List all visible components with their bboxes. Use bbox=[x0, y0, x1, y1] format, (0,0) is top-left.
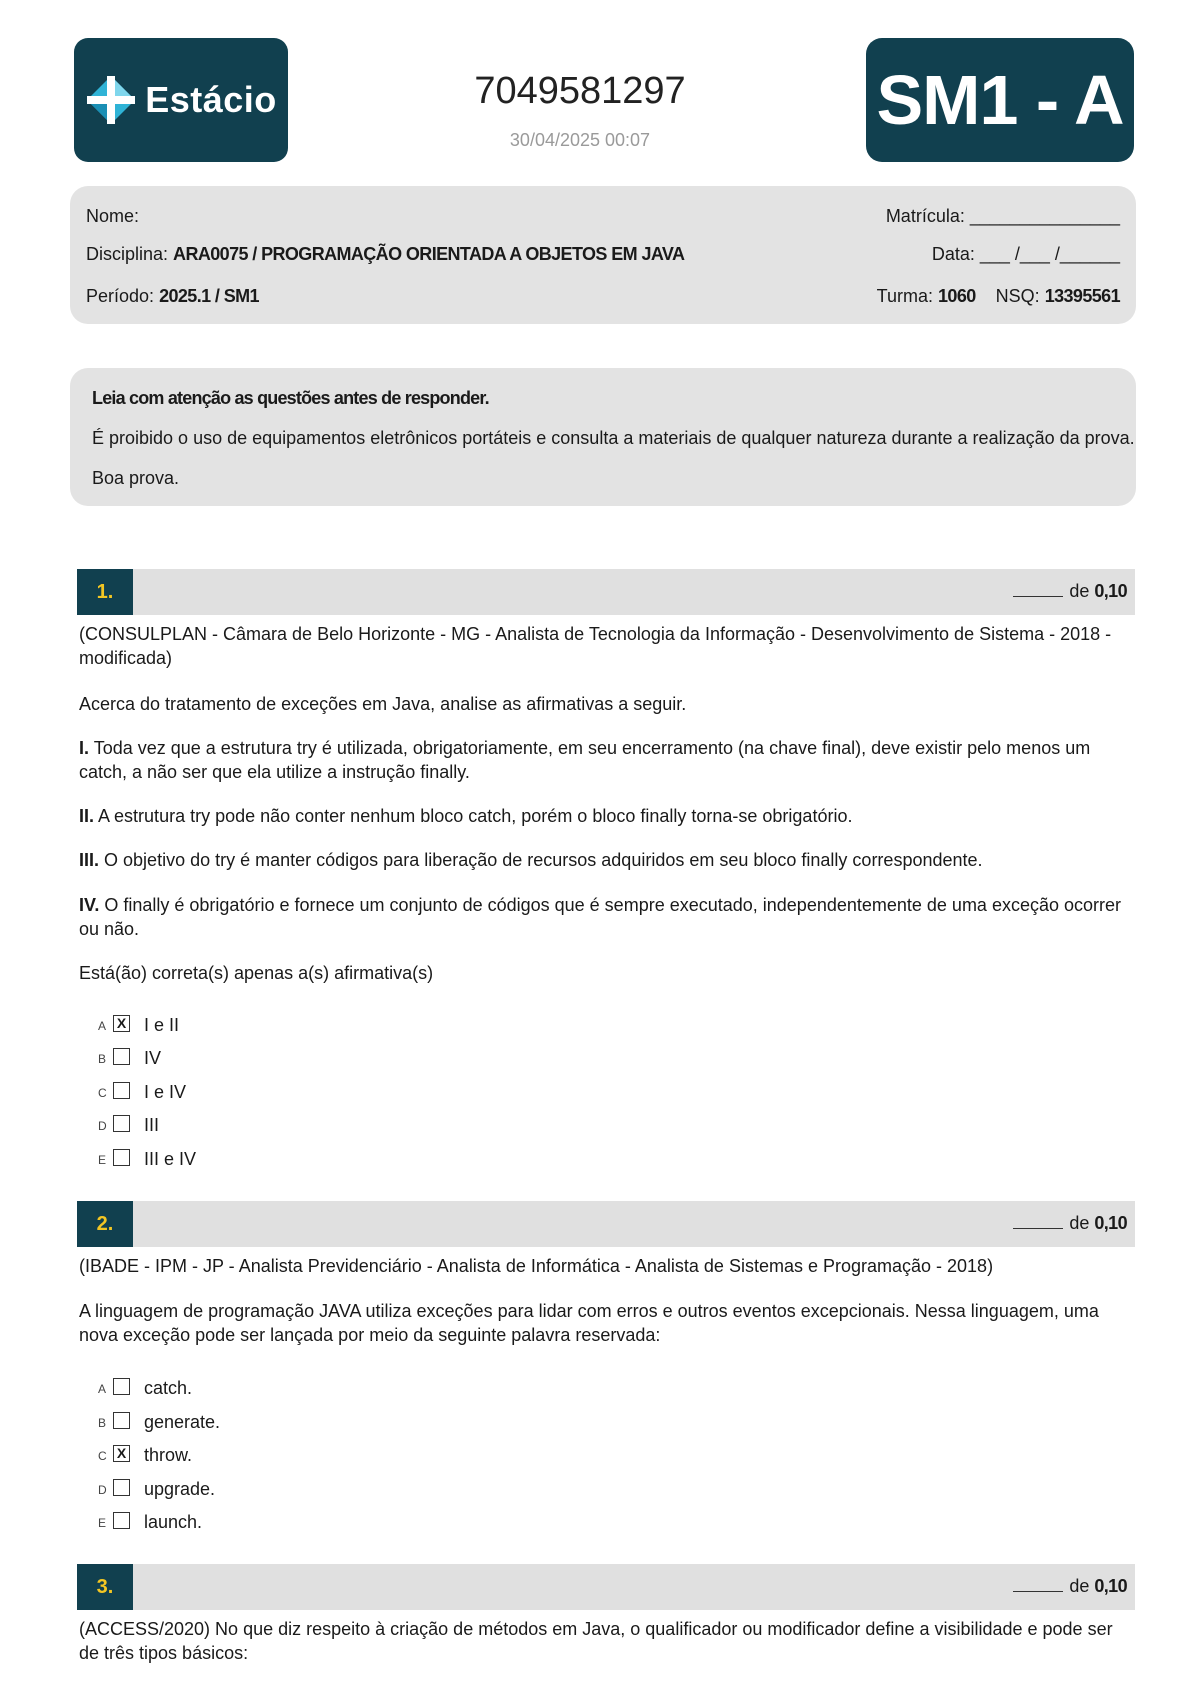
estacio-logo bbox=[74, 38, 288, 162]
statement: III. O objetivo do try é manter códigos para liberação de recursos adquiridos em seu bloco finally correspondente. bbox=[79, 850, 983, 870]
nsq-value: 13395561 bbox=[1044, 286, 1120, 306]
answer-checkbox[interactable] bbox=[113, 1479, 130, 1496]
question-score bbox=[1013, 581, 1127, 602]
score-value: 0,10 bbox=[1094, 1213, 1127, 1233]
instructions-line: É proibido o uso de equipamentos eletrônicos portáteis e consulta a materiais de qualquer natureza durante a realização da prova. bbox=[92, 428, 1135, 448]
question-prompt: Está(ão) correta(s) apenas a(s) afirmativa(s) bbox=[79, 963, 434, 983]
statement: IV. O finally é obrigatório e fornece um conjunto de códigos que é sempre executado, independentemente de uma exceção ocorrer ou não. bbox=[79, 895, 1122, 939]
data-field: Data: ___ /___ /______ bbox=[931, 244, 1120, 264]
nsq-label: NSQ: bbox=[995, 286, 1040, 306]
answer-checkbox[interactable] bbox=[113, 1378, 130, 1395]
answer-checkbox[interactable] bbox=[113, 1149, 130, 1166]
statement: II. A estrutura try pode não conter nenhum bloco catch, porém o bloco finally torna-se obrigatório. bbox=[79, 806, 853, 826]
answer-checkbox[interactable] bbox=[113, 1512, 130, 1529]
answer-checkbox[interactable]: X bbox=[113, 1015, 130, 1032]
disciplina-field bbox=[86, 244, 684, 265]
answer-checkbox[interactable] bbox=[113, 1082, 130, 1099]
question-header bbox=[77, 1201, 1135, 1247]
disciplina-label: Disciplina: bbox=[86, 244, 169, 264]
logo-text: Estácio bbox=[145, 79, 277, 120]
exam-id: 7049581297 bbox=[474, 70, 686, 112]
score-prefix: de bbox=[1069, 1213, 1090, 1233]
instructions-heading: Leia com atenção as questões antes de responder. bbox=[92, 388, 489, 408]
answer-checkbox[interactable]: X bbox=[113, 1445, 130, 1462]
periodo-label: Período: bbox=[86, 286, 155, 306]
turma-nsq-field bbox=[877, 286, 1120, 307]
version-badge: SM1 - A bbox=[866, 38, 1134, 162]
matricula-field: Matrícula: _______________ bbox=[885, 206, 1120, 226]
question-stem: Acerca do tratamento de exceções em Java, analise as afirmativas a seguir. bbox=[79, 694, 687, 714]
instructions-closing: Boa prova. bbox=[92, 468, 180, 488]
question-header bbox=[77, 569, 1135, 615]
statement: I. Toda vez que a estrutura try é utilizada, obrigatoriamente, em seu encerramento (na chave final), deve existir pelo menos um catch, a não ser que ela utilize a instrução finally. bbox=[79, 738, 1091, 782]
score-value: 0,10 bbox=[1094, 1576, 1127, 1596]
question-number: 3. bbox=[77, 1564, 133, 1610]
question-source: (CONSULPLAN - Câmara de Belo Horizonte - MG - Analista de Tecnologia da Informação - Desenvolvimento de Sistema - 2018 - modificada) bbox=[79, 624, 1112, 668]
question-number: 1. bbox=[77, 569, 133, 615]
answer-checkbox[interactable] bbox=[113, 1048, 130, 1065]
score-prefix: de bbox=[1069, 1576, 1090, 1596]
disciplina-value: ARA0075 / PROGRAMAÇÃO ORIENTADA A OBJETOS EM JAVA bbox=[173, 244, 685, 264]
periodo-field bbox=[86, 286, 259, 307]
name-label: Nome: bbox=[86, 206, 140, 226]
turma-value: 1060 bbox=[938, 286, 976, 306]
student-info-panel bbox=[70, 186, 1136, 324]
question-source: (ACCESS/2020) No que diz respeito à criação de métodos em Java, o qualificador ou modificador define a visibilidade e pode ser de três tipos básicos: bbox=[79, 1619, 1113, 1663]
diamond-logo-icon bbox=[85, 74, 137, 126]
question-header bbox=[77, 1564, 1135, 1610]
score-value: 0,10 bbox=[1094, 581, 1127, 601]
periodo-value: 2025.1 / SM1 bbox=[159, 286, 259, 306]
answer-checkbox[interactable] bbox=[113, 1412, 130, 1429]
exam-datetime: 30/04/2025 00:07 bbox=[509, 130, 651, 150]
question-score bbox=[1013, 1213, 1127, 1234]
question-score bbox=[1013, 1576, 1127, 1597]
answer-checkbox[interactable] bbox=[113, 1115, 130, 1132]
question-number: 2. bbox=[77, 1201, 133, 1247]
turma-label: Turma: bbox=[876, 286, 933, 306]
question-stem: A linguagem de programação JAVA utiliza exceções para lidar com erros e outros eventos excepcionais. Nessa linguagem, uma nova exceção pode ser lançada por meio da seguinte palavra reservada: bbox=[79, 1301, 1099, 1345]
question-source: (IBADE - IPM - JP - Analista Previdenciário - Analista de Informática - Analista de Sistemas e Programação - 2018) bbox=[79, 1256, 994, 1276]
instructions-panel bbox=[70, 368, 1136, 506]
score-prefix: de bbox=[1069, 581, 1090, 601]
